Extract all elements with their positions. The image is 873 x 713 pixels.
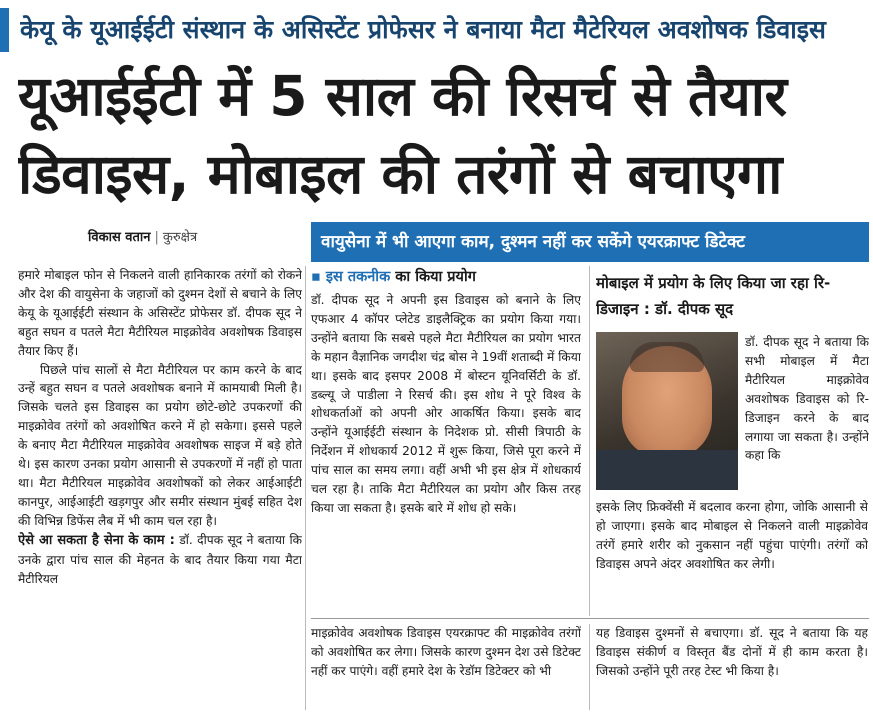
horizontal-rule [311, 618, 869, 619]
col1-section-body: डॉ. दीपक सूद ने बताया कि उनके द्वारा पांच साल की मेहनत के बाद तैयार किया गया मैटा मैटीरियल [18, 532, 302, 586]
column-2 [311, 291, 581, 615]
col1-paragraph-1: हमारे मोबाइल फोन से निकलने वाली हानिकारक तरंगों को रोकने और देश की वायुसेना के जहाजों को दुश्मन देशों से बचाने के लिए केयू के यूआईईटी संस्थान के असिस्टेंट प्रोफेसर डॉ. दीपक सूद ने बहुत सघन व पतले मैटा मैटीरियल माइक्रोवेव अवशोषक डिवाइस तैयार किए हैं। [18, 268, 302, 358]
main-headline-line-2: डिवाइस, मोबाइल की तरंगों से बचाएगा [18, 142, 782, 206]
kicker-headline: केयू के यूआईईटी संस्थान के असिस्टेंट प्रोफेसर ने बनाया मैटा मैटेरियल अवशोषक डिवाइस [20, 15, 826, 44]
column-3-continuation [596, 624, 868, 710]
portrait-photo [596, 332, 738, 490]
byline-separator: | [154, 230, 159, 245]
column-1 [18, 266, 302, 710]
portrait-hair [630, 342, 704, 372]
col2-body: डॉ. दीपक सूद ने अपनी इस डिवाइस को बनाने के लिए एफआर 4 कॉपर प्लेटेड डाइलैक्ट्रिक का प्रयोग किया गया। उन्होंने बताया कि सबसे पहले मैटा मैटीरियल का प्रयोग भारत के महान वैज्ञानिक जगदीश चंद्र बोस ने 19वीं शताब्दी में किया था। इसके बाद इसपर 2008 में बोस्टन यूनिवर्सिटी के डॉ. डब्ल्यू जे पाडीला ने रिसर्च की। इस शोध ने पूरे विश्व के शोधकर्ताओं को अपनी ओर आकर्षित किया। इसके बाद उन्होंने यूआईईटी संस्थान के निदेशक प्रो. सीसी त्रिपाठी के निर्देशन में शोधकार्य 2012 में शुरू किया, जिसे पूरा करने में पांच साल का समय लगा। वहीं अभी भी इस क्षेत्र में शोधकार्य चल रहा है। ताकि मैटा मैटीरियल का प्रयोग और किस तरह किया जा सकता है। इसके बारे में शोध हो सके। [311, 293, 581, 515]
col3-bottom-text [596, 498, 868, 608]
col2-heading [311, 266, 581, 288]
col3-heading: मोबाइल में प्रयोग के लिए किया जा रहा रि-डिजाइन : डॉ. दीपक सूद [596, 274, 831, 318]
col3-side-text [745, 333, 869, 501]
byline-location: कुरुक्षेत्र [162, 230, 198, 245]
column-2-continuation [311, 624, 581, 710]
main-headline-line-1: यूआईईटी में 5 साल की रिसर्च से तैयार [18, 64, 787, 128]
column-divider-3 [589, 624, 590, 710]
square-bullet-icon: ▪ [311, 269, 326, 285]
byline [88, 226, 197, 250]
col2-heading-rest: का किया प्रयोग [390, 269, 476, 285]
col1-section-head: ऐसे आ सकता है सेना के काम : [18, 532, 175, 548]
col3-bottom-paragraph: इसके लिए फ्रिक्वेंसी में बदलाव करना होगा, जोकि आसानी से हो जाएगा। इसके बाद मोबाइल से निकलने वाली माइक्रोवेव तरंगें हमारे शरीर को नुकसान नहीं पहुंचा पाएंगी। तरंगों को डिवाइस अपने अंदर अवशोषित कर लेगी। [596, 500, 868, 571]
col3-side-paragraph: डॉ. दीपक सूद ने बताया कि सभी मोबाइल में मैटा मैटीरियल माइक्रोवेव अवशोषक डिवाइस को रि-डिजाइन करने के बाद लगाया जा सकता है। उन्होंने कहा कि [745, 335, 869, 463]
col2-heading-highlight: इस तकनीक [325, 269, 391, 285]
subhead-banner: वायुसेना में भी आएगा काम, दुश्मन नहीं कर सकेंगे एयरक्राफ्ट डिटेक्ट [311, 222, 869, 262]
column-divider-2 [589, 266, 590, 616]
byline-reporter: विकास वतान [88, 230, 151, 245]
column-divider-1 [305, 266, 306, 710]
col1-paragraph-3 [18, 531, 302, 589]
col3-bottom2-paragraph: यह डिवाइस दुश्मनों से बचाएगा। डॉ. सूद ने बताया कि यह डिवाइस संकीर्ण व विस्तृत बैंड दोनों में ही काम करता है। जिसको उन्होंने पूरी तरह टेस्ट भी किया है। [596, 626, 868, 678]
portrait-shirt [596, 450, 738, 490]
col1-paragraph-2: पिछले पांच सालों से मैटा मैटीरियल पर काम करने के बाद उन्हें बहुत सघन व पतले अवशोषक बनाने में कामयाबी मिली है। जिसके चलते इस डिवाइस का प्रयोग छोटे-छोटे उपकरणों की माइक्रोवेव तरंगों को अवशोषित करने में हो सकेगा। इससे पहले के बनाए मैटा मैटीरियल माइक्रोवेव अवशोषक साइज में बड़े होते थे। इस कारण उनका प्रयोग आसानी से उपकरणों में नहीं हो पाता था। मैटा मैटीरियल माइक्रोवेव अवशोषकों को लेकर आईआईटी कानपुर, आईआईटी खड़गपुर और समीर संस्थान मुंबई सहित देश की विभिन्न डिफेंस लैब में भी काम चल रहा है। [18, 362, 302, 528]
accent-bar [0, 8, 9, 52]
col2-bottom-paragraph: माइक्रोवेव अवशोषक डिवाइस एयरक्राफ्ट की माइक्रोवेव तरंगों को अवशोषित कर लेगा। जिसके कारण दुश्मन देश उसे डिटेक्ट नहीं कर पाएंगे। वहीं हमारे देश के रेडॉम डिटेक्टर को भी [311, 626, 581, 678]
